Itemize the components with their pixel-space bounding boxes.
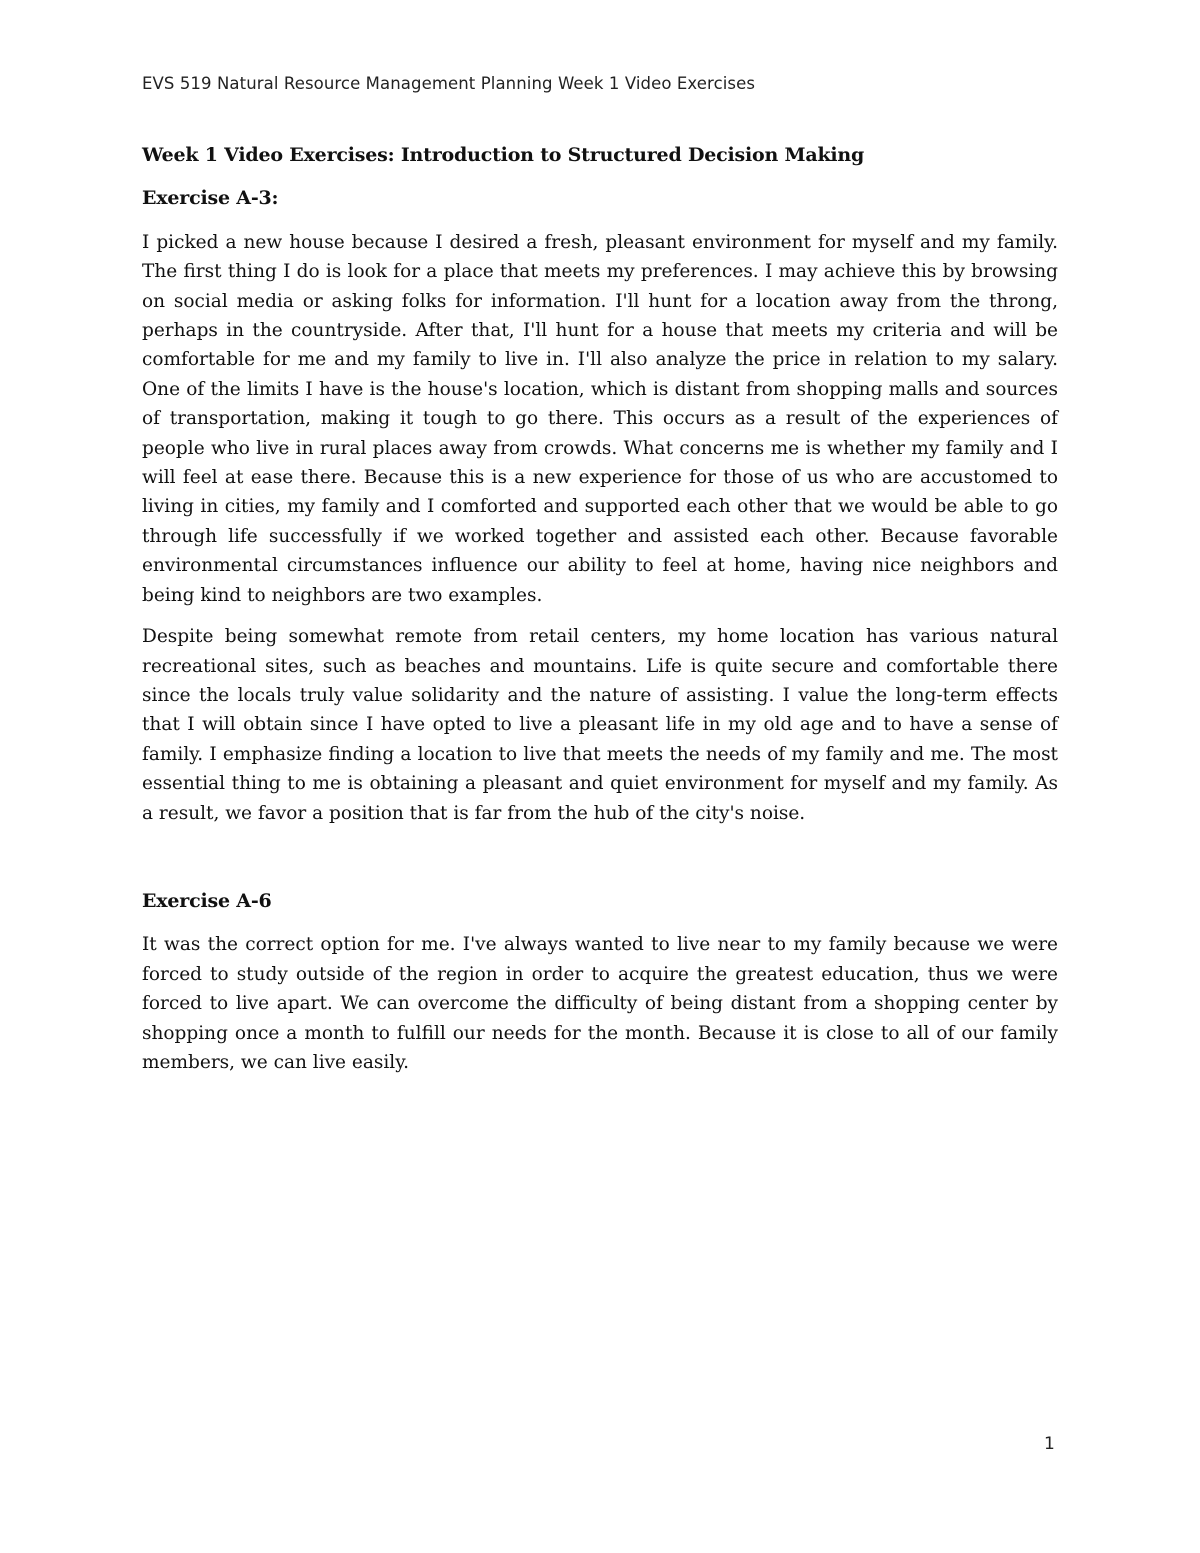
exercise-a6-paragraph-1: It was the correct option for me. I've always wanted to live near to my family because we were forced to study outside of the region in order to acquire the greatest education, thus we were forced to live apart. We can overcome the difficulty of being distant from a shopping center by shopping once a month to fulfill our needs for the month. Because it is close to all of our family members, we can live easily. <box>142 934 1058 1073</box>
exercise-a6-section <box>142 887 1058 1077</box>
page-number: 1 <box>1044 1434 1055 1454</box>
section-spacer <box>142 840 1058 887</box>
exercise-a3-paragraph-2: Despite being somewhat remote from retail centers, my home location has various natural recreational sites, such as beaches and mountains. Life is quite secure and comfortable there since the locals truly value solidarity and the nature of assisting. I value the long-term effects that I will obtain since I have opted to live a pleasant life in my old age and to have a sense of family. I emphasize finding a location to live that meets the needs of my family and me. The most essential thing to me is obtaining a pleasant and quiet environment for myself and my family. As a result, we favor a position that is far from the hub of the city's noise. <box>142 626 1058 824</box>
exercise-a3-section <box>142 184 1058 828</box>
page-header: EVS 519 Natural Resource Management Planning Week 1 Video Exercises <box>142 74 756 93</box>
exercise-a6-heading: Exercise A-6 <box>142 889 272 912</box>
document-body <box>142 141 1058 1089</box>
exercise-a3-paragraph-1: I picked a new house because I desired a fresh, pleasant environment for myself and my family. The first thing I do is look for a place that meets my preferences. I may achieve this by browsing on social media or asking folks for information. I'll hunt for a location away from the throng, perhaps in the countryside. After that, I'll hunt for a house that meets my criteria and will be comfortable for me and my family to live in. I'll also analyze the price in relation to my salary. One of the limits I have is the house's location, which is distant from shopping malls and sources of transportation, making it tough to go there. This occurs as a result of the experiences of people who live in rural places away from crowds. What concerns me is whether my family and I will feel at ease there. Because this is a new experience for those of us who are accustomed to living in cities, my family and I comforted and supported each other that we would be able to go through life successfully if we worked together and assisted each other. Because favorable environmental circumstances influence our ability to feel at home, having nice neighbors and being kind to neighbors are two examples. <box>142 231 1058 606</box>
document-title: Week 1 Video Exercises: Introduction to Structured Decision Making <box>142 144 865 166</box>
exercise-a3-heading: Exercise A-3: <box>142 187 279 210</box>
